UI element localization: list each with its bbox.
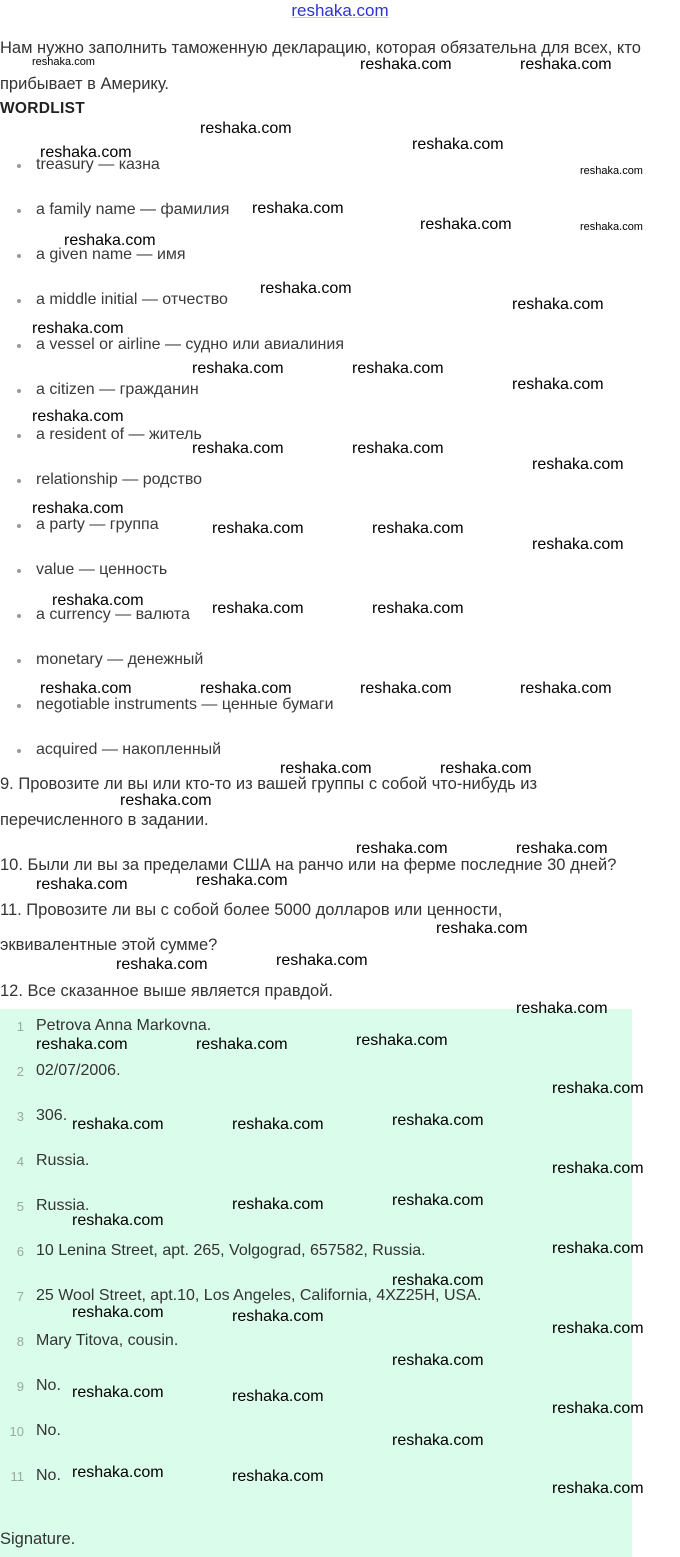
answer-text: No. xyxy=(36,1422,61,1439)
watermark: reshaka.com xyxy=(40,144,132,161)
line-number: 7 xyxy=(16,1289,24,1304)
watermark: reshaka.com xyxy=(360,680,452,697)
answer-text: No. xyxy=(36,1377,61,1394)
bullet-icon xyxy=(17,164,21,168)
watermark: reshaka.com xyxy=(252,200,344,217)
watermark: reshaka.com xyxy=(552,1080,644,1097)
watermark: reshaka.com xyxy=(212,520,304,537)
watermark: reshaka.com xyxy=(192,360,284,377)
watermark: reshaka.com xyxy=(116,956,208,973)
watermark: reshaka.com xyxy=(32,500,124,517)
watermark: reshaka.com xyxy=(36,876,128,893)
answer-row xyxy=(0,1332,632,1354)
watermark: reshaka.com xyxy=(580,165,643,177)
answer-text: 306. xyxy=(36,1107,68,1124)
watermark: reshaka.com xyxy=(200,680,292,697)
watermark: reshaka.com xyxy=(52,592,144,609)
watermark: reshaka.com xyxy=(352,360,444,377)
bullet-icon xyxy=(17,524,21,528)
line-number: 2 xyxy=(16,1064,24,1079)
question-11-line-1: 11. Провозите ли вы с собой более 5000 долларов или ценности, xyxy=(0,901,503,919)
answer-row xyxy=(0,1062,632,1084)
watermark: reshaka.com xyxy=(552,1400,644,1417)
watermark: reshaka.com xyxy=(196,1036,288,1053)
watermark: reshaka.com xyxy=(532,536,624,553)
watermark: reshaka.com xyxy=(212,600,304,617)
watermark: reshaka.com xyxy=(372,600,464,617)
watermark: reshaka.com xyxy=(392,1192,484,1209)
watermark: reshaka.com xyxy=(360,56,452,73)
watermark: reshaka.com xyxy=(392,1272,484,1289)
line-number: 10 xyxy=(9,1424,24,1439)
answer-text: 02/07/2006. xyxy=(36,1062,121,1079)
watermark: reshaka.com xyxy=(372,520,464,537)
watermark: reshaka.com xyxy=(436,920,528,937)
watermark: reshaka.com xyxy=(352,440,444,457)
answer-text: Petrova Anna Markovna. xyxy=(36,1017,212,1034)
watermark: reshaka.com xyxy=(260,280,352,297)
watermark: reshaka.com xyxy=(580,221,643,233)
bullet-icon xyxy=(17,344,21,348)
watermark: reshaka.com xyxy=(392,1432,484,1449)
answer-row xyxy=(0,1152,632,1174)
watermark: reshaka.com xyxy=(32,320,124,337)
bullet-icon xyxy=(17,434,21,438)
answer-text: Mary Titova, cousin. xyxy=(36,1332,179,1349)
watermark: reshaka.com xyxy=(552,1320,644,1337)
line-number: 3 xyxy=(16,1109,24,1124)
watermark: reshaka.com xyxy=(196,872,288,889)
watermark: reshaka.com xyxy=(552,1480,644,1497)
answer-row xyxy=(0,1422,632,1444)
line-number: 1 xyxy=(16,1019,24,1034)
watermark: reshaka.com xyxy=(232,1308,324,1325)
bullet-icon xyxy=(17,299,21,303)
watermark: reshaka.com xyxy=(64,232,156,249)
watermark: reshaka.com xyxy=(356,1032,448,1049)
site-link[interactable]: reshaka.com xyxy=(291,1,389,20)
watermark: reshaka.com xyxy=(232,1196,324,1213)
watermark: reshaka.com xyxy=(232,1388,324,1405)
watermark: reshaka.com xyxy=(200,120,292,137)
watermark: reshaka.com xyxy=(356,840,448,857)
watermark: reshaka.com xyxy=(392,1352,484,1369)
line-number: 6 xyxy=(16,1244,24,1259)
watermark: reshaka.com xyxy=(232,1468,324,1485)
watermark: reshaka.com xyxy=(32,56,95,68)
watermark: reshaka.com xyxy=(532,456,624,473)
watermark: reshaka.com xyxy=(232,1116,324,1133)
answer-row xyxy=(0,1242,632,1264)
line-number: 4 xyxy=(16,1154,24,1169)
watermark: reshaka.com xyxy=(392,1112,484,1129)
bullet-icon xyxy=(17,254,21,258)
watermark: reshaka.com xyxy=(72,1212,164,1229)
watermark: reshaka.com xyxy=(412,136,504,153)
watermark: reshaka.com xyxy=(552,1160,644,1177)
watermark: reshaka.com xyxy=(192,440,284,457)
line-number: 11 xyxy=(10,1469,24,1484)
watermark: reshaka.com xyxy=(32,408,124,425)
question-10: 10. Были ли вы за пределами США на ранчо или на ферме последние 30 дней? xyxy=(0,856,617,874)
watermark: reshaka.com xyxy=(516,840,608,857)
watermark: reshaka.com xyxy=(420,216,512,233)
bullet-icon xyxy=(17,479,21,483)
bullet-icon xyxy=(17,704,21,708)
watermark: reshaka.com xyxy=(40,680,132,697)
watermark: reshaka.com xyxy=(520,56,612,73)
answer-text: No. xyxy=(36,1467,61,1484)
watermark: reshaka.com xyxy=(276,952,368,969)
answer-text: 25 Wool Street, apt.10, Los Angeles, California, 4XZ25H, USA. xyxy=(36,1287,482,1304)
question-12: 12. Все сказанное выше является правдой. xyxy=(0,982,334,1000)
answer-text: Russia. xyxy=(36,1197,90,1214)
bullet-icon xyxy=(17,569,21,573)
watermark: reshaka.com xyxy=(520,680,612,697)
answer-text: 10 Lenina Street, apt. 265, Volgograd, 657582, Russia. xyxy=(36,1242,426,1259)
question-9-line-1: 9. Провозите ли вы или кто-то из вашей группы с собой что-нибудь из xyxy=(0,775,538,793)
bullet-icon xyxy=(17,749,21,753)
bullet-icon xyxy=(17,389,21,393)
watermark: reshaka.com xyxy=(120,792,212,809)
bullet-icon xyxy=(17,209,21,213)
signature: Signature. xyxy=(0,1530,76,1548)
watermark: reshaka.com xyxy=(440,760,532,777)
answer-text: Russia. xyxy=(36,1152,90,1169)
line-number: 8 xyxy=(16,1334,24,1349)
intro-paragraph: Нам нужно заполнить таможенную декларацию, которая обязательна для всех, кто прибывает в Америку. xyxy=(0,39,641,93)
watermark: reshaka.com xyxy=(72,1116,164,1133)
question-11-line-2: эквивалентные этой сумме? xyxy=(0,936,218,954)
line-number: 9 xyxy=(16,1379,24,1394)
watermark: reshaka.com xyxy=(72,1384,164,1401)
watermark: reshaka.com xyxy=(552,1240,644,1257)
wordlist-heading: WORDLIST xyxy=(0,100,86,117)
watermark: reshaka.com xyxy=(512,296,604,313)
watermark: reshaka.com xyxy=(280,760,372,777)
bullet-icon xyxy=(17,659,21,663)
bullet-icon xyxy=(17,614,21,618)
watermark: reshaka.com xyxy=(516,1000,608,1017)
watermark: reshaka.com xyxy=(72,1464,164,1481)
line-number: 5 xyxy=(16,1199,24,1214)
watermark: reshaka.com xyxy=(36,1036,128,1053)
question-9-line-2: перечисленного в задании. xyxy=(0,811,209,829)
watermark: reshaka.com xyxy=(72,1304,164,1321)
watermark: reshaka.com xyxy=(512,376,604,393)
